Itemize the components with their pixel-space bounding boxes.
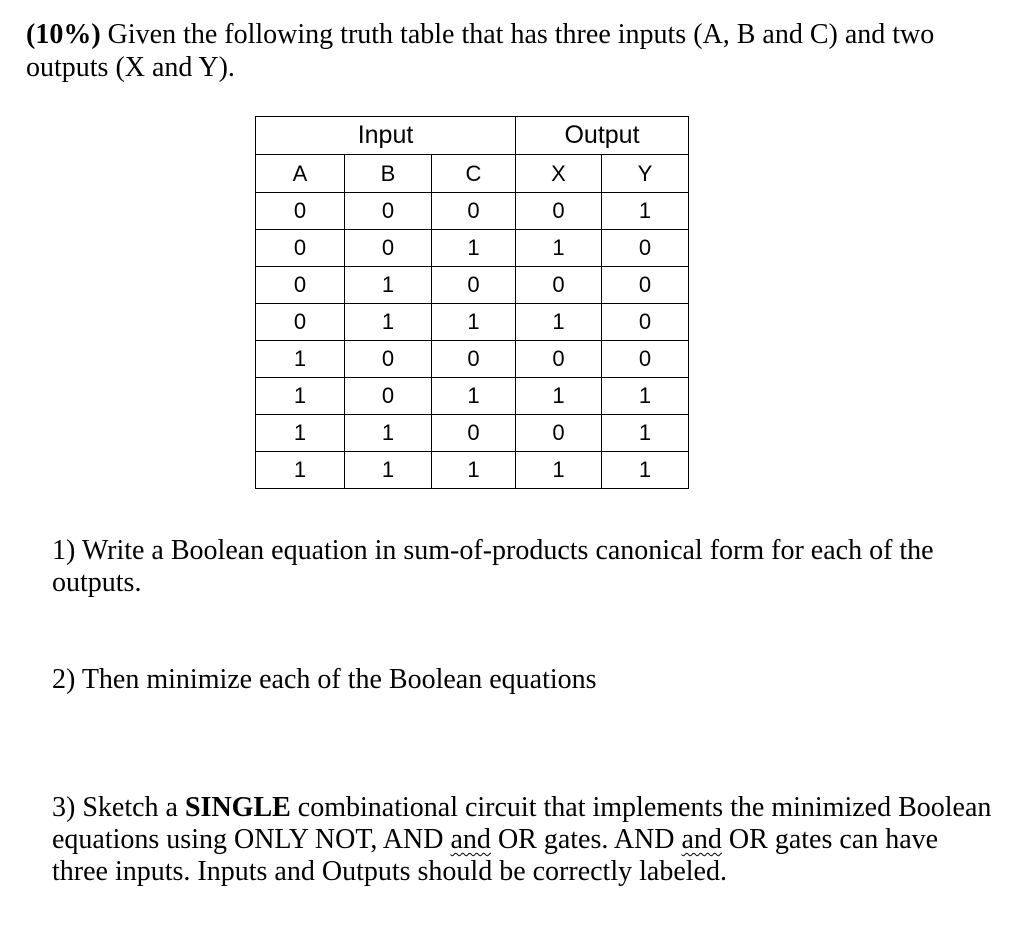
cell-c: 0 [432,341,516,378]
cell-y: 1 [602,378,689,415]
table-row [256,304,689,341]
table-row [256,415,689,452]
cell-b: 0 [345,193,432,230]
cell-c: 1 [432,452,516,489]
problem-intro-text: Given the following truth table that has three inputs (A, B and C) and two outputs (X and Y). [26,19,935,83]
cell-a: 0 [256,267,345,304]
column-header-x: X [516,155,602,193]
cell-y: 1 [602,193,689,230]
cell-b: 1 [345,452,432,489]
table-row [256,267,689,304]
cell-y: 1 [602,415,689,452]
cell-b: 1 [345,267,432,304]
cell-x: 0 [516,415,602,452]
problem-intro [26,18,986,84]
table-row [256,341,689,378]
column-header-y: Y [602,155,689,193]
cell-x: 1 [516,304,602,341]
cell-y: 0 [602,267,689,304]
cell-c: 1 [432,378,516,415]
column-header-row [256,155,689,193]
output-group-header: Output [516,117,689,155]
question-3-text-4: OR gates can have three inputs. Inputs and Outputs should be correctly labeled. [52,824,939,887]
cell-b: 1 [345,304,432,341]
truth-table [255,116,689,489]
cell-y: 0 [602,304,689,341]
input-group-header: Input [256,117,516,155]
cell-a: 0 [256,304,345,341]
cell-y: 1 [602,452,689,489]
cell-b: 0 [345,341,432,378]
cell-x: 1 [516,230,602,267]
cell-x: 0 [516,267,602,304]
cell-c: 0 [432,193,516,230]
cell-x: 1 [516,452,602,489]
problem-weight: (10%) [26,19,101,50]
question-3-text-2: combinational circuit that implements the minimized Boolean equations using ONLY NOT, AND [52,792,992,855]
group-header-row [256,117,689,155]
cell-a: 1 [256,341,345,378]
cell-b: 1 [345,415,432,452]
question-3-emphasis: SINGLE [184,792,291,823]
cell-b: 0 [345,230,432,267]
table-row [256,452,689,489]
column-header-b: B [345,155,432,193]
column-header-c: C [432,155,516,193]
cell-x: 0 [516,193,602,230]
table-row [256,193,689,230]
cell-c: 0 [432,415,516,452]
cell-a: 0 [256,193,345,230]
question-2: 2) Then minimize each of the Boolean equations [52,664,597,695]
question-3-text-1: 3) Sketch a [52,792,185,823]
question-3 [52,792,992,888]
cell-y: 0 [602,230,689,267]
column-header-a: A [256,155,345,193]
cell-y: 0 [602,341,689,378]
table-row [256,230,689,267]
table-row [256,378,689,415]
cell-b: 0 [345,378,432,415]
cell-c: 0 [432,267,516,304]
cell-a: 1 [256,378,345,415]
cell-c: 1 [432,230,516,267]
cell-a: 0 [256,230,345,267]
question-1: 1) Write a Boolean equation in sum-of-products canonical form for each of the outputs. [52,535,934,598]
question-3-text-3: OR gates. AND [490,824,682,855]
cell-a: 1 [256,415,345,452]
cell-c: 1 [432,304,516,341]
spellcheck-flagged-word: and [450,824,491,855]
cell-x: 0 [516,341,602,378]
spellcheck-flagged-word: and [681,824,722,855]
cell-x: 1 [516,378,602,415]
cell-a: 1 [256,452,345,489]
